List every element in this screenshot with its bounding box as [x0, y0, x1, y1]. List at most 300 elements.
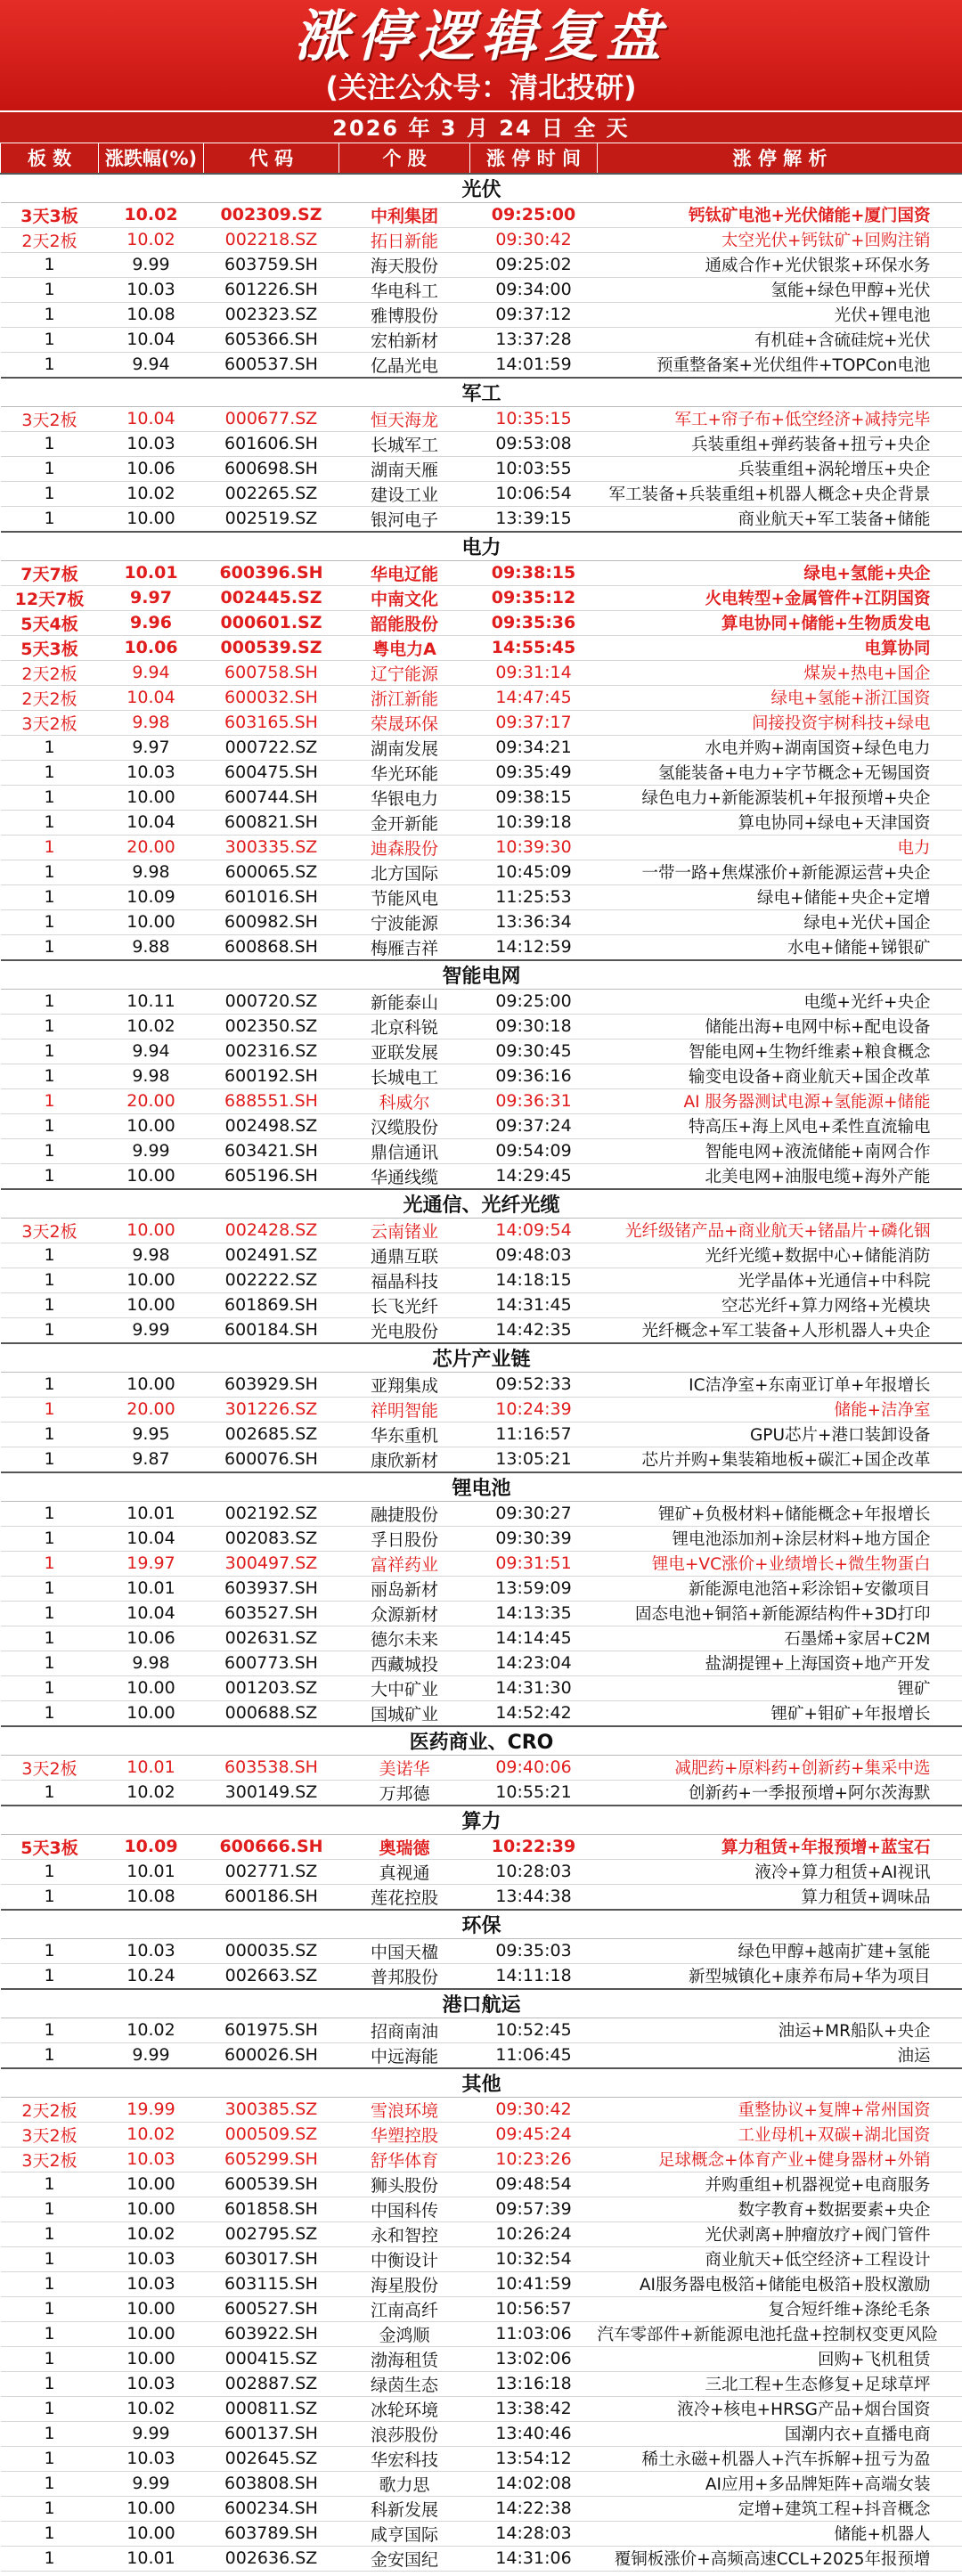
pct-change-cell: 10.01: [99, 560, 204, 585]
stock-code-cell: 600184.SH: [204, 1317, 339, 1343]
limit-time-cell: 09:30:39: [470, 1526, 598, 1551]
limit-time-cell: 14:31:45: [470, 1292, 598, 1317]
stock-code-cell: 002309.SZ: [204, 202, 339, 227]
limit-time-cell: 09:34:00: [470, 277, 598, 302]
stock-name-cell: 华电辽能: [339, 560, 470, 585]
table-row: [1, 2296, 962, 2321]
stock-name-cell: 众源新材: [339, 1601, 470, 1626]
pct-change-cell: 10.01: [99, 2546, 204, 2571]
stock-name-cell: 富祥药业: [339, 1551, 470, 1576]
limit-time-cell: 13:37:28: [470, 327, 598, 352]
board-count-cell: 1: [1, 810, 99, 835]
pct-change-cell: 10.00: [99, 2496, 204, 2521]
board-count-cell: 3天2板: [1, 1755, 99, 1780]
table-row: [1, 327, 962, 352]
reason-cell: GPU芯片+港口装卸设备: [598, 1422, 962, 1447]
limit-time-cell: 10:28:03: [470, 1859, 598, 1884]
limit-time-cell: 10:06:54: [470, 481, 598, 506]
pct-change-cell: 10.03: [99, 277, 204, 302]
pct-change-cell: 10.03: [99, 2446, 204, 2471]
stock-name-cell: 云南锗业: [339, 1218, 470, 1243]
reason-cell: 煤炭+热电+国企: [598, 660, 962, 685]
board-count-cell: 1: [1, 2246, 99, 2271]
section-header-row: [1, 532, 962, 561]
limit-time-cell: 10:45:09: [470, 860, 598, 884]
stock-code-cell: 600744.SH: [204, 785, 339, 810]
limit-time-cell: 09:40:06: [470, 1755, 598, 1780]
pct-change-cell: 10.00: [99, 1675, 204, 1700]
limit-time-cell: 09:30:42: [470, 227, 598, 252]
stock-code-cell: 601606.SH: [204, 431, 339, 456]
table-row: [1, 252, 962, 277]
table-row: [1, 1268, 962, 1292]
limit-time-cell: 09:37:17: [470, 710, 598, 735]
table-row: [1, 835, 962, 860]
section-title: 其他: [1, 2068, 962, 2098]
reason-cell: 绿电+氢能+央企: [598, 560, 962, 585]
stock-name-cell: 湖南天雁: [339, 456, 470, 481]
board-count-cell: 1: [1, 1422, 99, 1447]
board-count-cell: 1: [1, 2496, 99, 2521]
board-count-cell: 2天2板: [1, 685, 99, 710]
table-row: [1, 352, 962, 378]
section-header-row: [1, 1989, 962, 2018]
limit-time-cell: 14:52:42: [470, 1700, 598, 1726]
pct-change-cell: 10.00: [99, 1292, 204, 1317]
reason-cell: 商业航天+低空经济+工程设计: [598, 2246, 962, 2271]
stock-name-cell: 宁波能源: [339, 909, 470, 934]
section-header-row: [1, 2068, 962, 2098]
stock-code-cell: 603421.SH: [204, 1138, 339, 1163]
stock-code-cell: 600758.SH: [204, 660, 339, 685]
stock-code-cell: 600234.SH: [204, 2496, 339, 2521]
board-count-cell: 1: [1, 302, 99, 327]
table-row: [1, 481, 962, 506]
limit-time-cell: 09:36:16: [470, 1064, 598, 1088]
stock-code-cell: 002323.SZ: [204, 302, 339, 327]
board-count-cell: 1: [1, 835, 99, 860]
stock-name-cell: 西藏城投: [339, 1651, 470, 1675]
stock-code-cell: 600192.SH: [204, 1064, 339, 1088]
pct-change-cell: 10.02: [99, 2396, 204, 2421]
stock-name-cell: 歌力思: [339, 2471, 470, 2496]
pct-change-cell: 19.97: [99, 1551, 204, 1576]
board-count-cell: 1: [1, 785, 99, 810]
stock-name-cell: 雅博股份: [339, 302, 470, 327]
stock-name-cell: 辽宁能源: [339, 660, 470, 685]
pct-change-cell: 9.99: [99, 2421, 204, 2446]
limit-time-cell: 14:02:08: [470, 2471, 598, 2496]
stock-name-cell: 金安国纪: [339, 2546, 470, 2571]
limit-time-cell: 09:54:09: [470, 1138, 598, 1163]
reason-cell: 汽车零部件+新能源电池托盘+控制权变更风险: [598, 2321, 962, 2346]
pct-change-cell: 10.02: [99, 2018, 204, 2042]
stock-name-cell: 真视通: [339, 1859, 470, 1884]
board-count-cell: 1: [1, 909, 99, 934]
board-count-cell: 1: [1, 934, 99, 960]
limit-time-cell: 10:52:45: [470, 2018, 598, 2042]
board-count-cell: 1: [1, 1884, 99, 1910]
board-count-cell: 12天7板: [1, 585, 99, 610]
limit-time-cell: 10:23:26: [470, 2147, 598, 2172]
board-count-cell: 1: [1, 1780, 99, 1806]
table-row: [1, 302, 962, 327]
stock-name-cell: 梅雁吉祥: [339, 934, 470, 960]
stock-code-cell: 002083.SZ: [204, 1526, 339, 1551]
reason-cell: 覆铜板涨价+高频高速CCL+2025年报预增: [598, 2546, 962, 2571]
board-count-cell: 2天2板: [1, 227, 99, 252]
stock-name-cell: 华银电力: [339, 785, 470, 810]
board-count-cell: 1: [1, 1039, 99, 1064]
board-count-cell: 1: [1, 2271, 99, 2296]
pct-change-cell: 9.97: [99, 735, 204, 760]
board-count-cell: 1: [1, 1675, 99, 1700]
stock-name-cell: 拓日新能: [339, 227, 470, 252]
table-row: [1, 710, 962, 735]
section-title: 芯片产业链: [1, 1343, 962, 1373]
pct-change-cell: 10.01: [99, 1859, 204, 1884]
header-limit-time: 涨 停 时 间: [470, 143, 598, 174]
stock-code-cell: 002498.SZ: [204, 1113, 339, 1138]
reason-cell: 光学晶体+光通信+中科院: [598, 1268, 962, 1292]
board-count-cell: 1: [1, 1014, 99, 1039]
reason-cell: 芯片并购+集装箱地板+碳汇+国企改革: [598, 1447, 962, 1472]
stock-name-cell: 银河电子: [339, 506, 470, 532]
board-count-cell: 1: [1, 2471, 99, 2496]
stock-code-cell: 603527.SH: [204, 1601, 339, 1626]
stock-code-cell: 605299.SH: [204, 2147, 339, 2172]
limit-time-cell: 10:03:55: [470, 456, 598, 481]
stock-code-cell: 002428.SZ: [204, 1218, 339, 1243]
stock-name-cell: 北京科锐: [339, 1014, 470, 1039]
section-title: 智能电网: [1, 960, 962, 990]
limit-time-cell: 09:35:36: [470, 610, 598, 635]
board-count-cell: 1: [1, 2421, 99, 2446]
board-count-cell: 1: [1, 1963, 99, 1989]
limit-time-cell: 09:38:15: [470, 785, 598, 810]
section-title: 环保: [1, 1910, 962, 1939]
board-count-cell: 1: [1, 1551, 99, 1576]
stock-name-cell: 华光环能: [339, 760, 470, 785]
limit-time-cell: 14:31:06: [470, 2546, 598, 2571]
reason-cell: 锂矿+钼矿+年报增长: [598, 1700, 962, 1726]
stock-code-cell: 300497.SZ: [204, 1551, 339, 1576]
limit-time-cell: 13:36:34: [470, 909, 598, 934]
stock-name-cell: 金开新能: [339, 810, 470, 835]
table-row: [1, 1551, 962, 1576]
reason-cell: 火电转型+金属管件+江阴国资: [598, 585, 962, 610]
table-row: [1, 610, 962, 635]
pct-change-cell: 10.03: [99, 1938, 204, 1963]
board-count-cell: 1: [1, 1601, 99, 1626]
table-row: [1, 202, 962, 227]
table-row: [1, 2271, 962, 2296]
stock-code-cell: 300335.SZ: [204, 835, 339, 860]
board-count-cell: 1: [1, 2521, 99, 2546]
stock-code-cell: 600032.SH: [204, 685, 339, 710]
stock-name-cell: 节能风电: [339, 884, 470, 909]
stock-code-cell: 603808.SH: [204, 2471, 339, 2496]
limit-time-cell: 09:53:08: [470, 431, 598, 456]
section-title: 军工: [1, 378, 962, 407]
reason-cell: 储能+洁净室: [598, 1397, 962, 1422]
pct-change-cell: 10.04: [99, 406, 204, 431]
board-count-cell: 3天3板: [1, 202, 99, 227]
stock-name-cell: 狮头股份: [339, 2172, 470, 2197]
stock-name-cell: 祥明智能: [339, 1397, 470, 1422]
stock-name-cell: 韶能股份: [339, 610, 470, 635]
reason-cell: 油运: [598, 2042, 962, 2068]
board-count-cell: 1: [1, 2446, 99, 2471]
reason-cell: 数字教育+数据要素+央企: [598, 2197, 962, 2221]
reason-cell: 减肥药+原料药+创新药+集采中选: [598, 1755, 962, 1780]
stock-name-cell: 长城电工: [339, 1064, 470, 1088]
pct-change-cell: 10.01: [99, 1755, 204, 1780]
table-row: [1, 2042, 962, 2068]
board-count-cell: 1: [1, 1938, 99, 1963]
section-header-row: [1, 1726, 962, 1756]
stock-code-cell: 002771.SZ: [204, 1859, 339, 1884]
reason-cell: 绿色电力+新能源装机+年报预增+央企: [598, 785, 962, 810]
table-row: [1, 685, 962, 710]
table-row: [1, 1700, 962, 1726]
stock-name-cell: 中远海能: [339, 2042, 470, 2068]
pct-change-cell: 10.04: [99, 327, 204, 352]
stock-code-cell: 600475.SH: [204, 760, 339, 785]
reason-cell: 水电+储能+锑银矿: [598, 934, 962, 960]
stock-name-cell: 亚联发展: [339, 1039, 470, 1064]
table-row: [1, 1526, 962, 1551]
stock-name-cell: 湖南发展: [339, 735, 470, 760]
stock-code-cell: 603538.SH: [204, 1755, 339, 1780]
stock-code-cell: 603165.SH: [204, 710, 339, 735]
pct-change-cell: 10.24: [99, 1963, 204, 1989]
reason-cell: 水电并购+湖南国资+绿色电力: [598, 735, 962, 760]
board-count-cell: 1: [1, 1088, 99, 1113]
board-count-cell: 1: [1, 1317, 99, 1343]
pct-change-cell: 10.03: [99, 760, 204, 785]
stock-code-cell: 600065.SZ: [204, 860, 339, 884]
section-header-row: [1, 174, 962, 203]
table-row: [1, 2396, 962, 2421]
pct-change-cell: 10.00: [99, 2321, 204, 2346]
stock-name-cell: 金鸿顺: [339, 2321, 470, 2346]
section-title: 锂电池: [1, 1472, 962, 1502]
board-count-cell: 1: [1, 2321, 99, 2346]
stock-code-cell: 002631.SZ: [204, 1626, 339, 1651]
stock-name-cell: 海天股份: [339, 252, 470, 277]
table-row: [1, 1088, 962, 1113]
reason-cell: 储能+机器人: [598, 2521, 962, 2546]
limit-time-cell: 14:22:38: [470, 2496, 598, 2521]
limit-time-cell: 14:14:45: [470, 1626, 598, 1651]
table-row: [1, 1755, 962, 1780]
pct-change-cell: 10.00: [99, 2172, 204, 2197]
board-count-cell: 1: [1, 1138, 99, 1163]
pct-change-cell: 20.00: [99, 835, 204, 860]
reason-cell: 太空光伏+钙钛矿+回购注销: [598, 227, 962, 252]
board-count-cell: 1: [1, 1243, 99, 1268]
table-row: [1, 431, 962, 456]
stock-code-cell: 300149.SZ: [204, 1780, 339, 1806]
table-row: [1, 909, 962, 934]
board-count-cell: 7天7板: [1, 560, 99, 585]
stock-code-cell: 601869.SH: [204, 1292, 339, 1317]
table-row: [1, 277, 962, 302]
table-row: [1, 2471, 962, 2496]
stock-code-cell: 603017.SH: [204, 2246, 339, 2271]
page-subtitle: (关注公众号：清北投研): [325, 70, 637, 104]
stock-code-cell: 002645.SZ: [204, 2446, 339, 2471]
board-count-cell: 5天3板: [1, 1834, 99, 1859]
table-row: [1, 1218, 962, 1243]
stock-name-cell: 孚日股份: [339, 1526, 470, 1551]
limit-time-cell: 09:35:49: [470, 760, 598, 785]
limit-time-cell: 09:38:15: [470, 560, 598, 585]
reason-cell: 固态电池+铜箔+新能源结构件+3D打印: [598, 1601, 962, 1626]
board-count-cell: 3天2板: [1, 2147, 99, 2172]
stock-name-cell: 永和智控: [339, 2221, 470, 2246]
board-count-cell: 1: [1, 2221, 99, 2246]
board-count-cell: 1: [1, 1163, 99, 1189]
stock-name-cell: 中南文化: [339, 585, 470, 610]
table-row: [1, 2221, 962, 2246]
reason-cell: 一带一路+焦煤涨价+新能源运营+央企: [598, 860, 962, 884]
board-count-cell: 5天4板: [1, 610, 99, 635]
limit-time-cell: 09:35:03: [470, 1938, 598, 1963]
table-row: [1, 1675, 962, 1700]
pct-change-cell: 10.00: [99, 2346, 204, 2371]
reason-cell: 光纤级锗产品+商业航天+锗晶片+磷化铟: [598, 1218, 962, 1243]
board-count-cell: 1: [1, 1292, 99, 1317]
stock-name-cell: 大中矿业: [339, 1675, 470, 1700]
reason-cell: 回购+飞机租赁: [598, 2346, 962, 2371]
stock-code-cell: 600698.SH: [204, 456, 339, 481]
stock-name-cell: 光电股份: [339, 1317, 470, 1343]
table-row: [1, 1601, 962, 1626]
table-row: [1, 2018, 962, 2042]
stock-name-cell: 中利集团: [339, 202, 470, 227]
pct-change-cell: 9.98: [99, 1064, 204, 1088]
stock-name-cell: 宏柏新材: [339, 327, 470, 352]
pct-change-cell: 10.00: [99, 909, 204, 934]
stock-name-cell: 通鼎互联: [339, 1243, 470, 1268]
pct-change-cell: 9.94: [99, 1039, 204, 1064]
pct-change-cell: 10.00: [99, 785, 204, 810]
pct-change-cell: 10.02: [99, 227, 204, 252]
stock-code-cell: 603929.SH: [204, 1372, 339, 1397]
table-row: [1, 2496, 962, 2521]
stock-name-cell: 北方国际: [339, 860, 470, 884]
stock-code-cell: 000539.SZ: [204, 635, 339, 660]
stock-name-cell: 美诺华: [339, 1755, 470, 1780]
stock-code-cell: 000677.SZ: [204, 406, 339, 431]
reason-cell: 液冷+算力租赁+AI视讯: [598, 1859, 962, 1884]
page-title: 涨停逻辑复盘: [293, 4, 668, 69]
reason-cell: AI应用+多品牌矩阵+高端女装: [598, 2471, 962, 2496]
stock-code-cell: 002265.SZ: [204, 481, 339, 506]
header-pct-change: 涨跌幅(%): [99, 143, 204, 174]
reason-cell: 新型城镇化+康养布局+华为项目: [598, 1963, 962, 1989]
table-row: [1, 506, 962, 532]
limit-time-cell: 13:44:38: [470, 1884, 598, 1910]
stock-code-cell: 002350.SZ: [204, 1014, 339, 1039]
stock-code-cell: 600537.SH: [204, 352, 339, 378]
table-body: [1, 174, 962, 2572]
board-count-cell: 1: [1, 1626, 99, 1651]
reason-cell: 预重整备案+光伏组件+TOPCon电池: [598, 352, 962, 378]
table-row: [1, 860, 962, 884]
table-row: [1, 2446, 962, 2471]
stock-name-cell: 亚翔集成: [339, 1372, 470, 1397]
reason-cell: 工业母机+双碳+湖北国资: [598, 2122, 962, 2147]
stock-name-cell: 科新发展: [339, 2496, 470, 2521]
table-row: [1, 1113, 962, 1138]
limit-time-cell: 10:39:18: [470, 810, 598, 835]
stock-name-cell: 亿晶光电: [339, 352, 470, 378]
stock-name-cell: 华东重机: [339, 1422, 470, 1447]
stock-code-cell: 002685.SZ: [204, 1422, 339, 1447]
pct-change-cell: 10.04: [99, 685, 204, 710]
limit-time-cell: 11:25:53: [470, 884, 598, 909]
reason-cell: 智能电网+生物纤维素+粮食概念: [598, 1039, 962, 1064]
table-row: [1, 2122, 962, 2147]
stock-code-cell: 301226.SZ: [204, 1397, 339, 1422]
board-count-cell: 1: [1, 252, 99, 277]
pct-change-cell: 10.02: [99, 481, 204, 506]
table-row: [1, 1422, 962, 1447]
stock-name-cell: 德尔未来: [339, 1626, 470, 1651]
stock-name-cell: 福晶科技: [339, 1268, 470, 1292]
reason-cell: 三北工程+生态修复+足球草坪: [598, 2371, 962, 2396]
limit-time-cell: 11:06:45: [470, 2042, 598, 2068]
limit-time-cell: 14:01:59: [470, 352, 598, 378]
stock-code-cell: 603789.SH: [204, 2521, 339, 2546]
stock-code-cell: 002218.SZ: [204, 227, 339, 252]
limit-time-cell: 09:35:12: [470, 585, 598, 610]
stock-code-cell: 600666.SH: [204, 1834, 339, 1859]
limit-time-cell: 10:41:59: [470, 2271, 598, 2296]
section-title: 算力: [1, 1806, 962, 1835]
stock-code-cell: 600539.SH: [204, 2172, 339, 2197]
table-row: [1, 1938, 962, 1963]
stock-code-cell: 002636.SZ: [204, 2546, 339, 2571]
stock-name-cell: 普邦股份: [339, 1963, 470, 1989]
stock-code-cell: 600186.SH: [204, 1884, 339, 1910]
stock-code-cell: 002222.SZ: [204, 1268, 339, 1292]
board-count-cell: 1: [1, 1268, 99, 1292]
stock-name-cell: 迪森股份: [339, 835, 470, 860]
limit-time-cell: 11:16:57: [470, 1422, 598, 1447]
limit-time-cell: 13:16:18: [470, 2371, 598, 2396]
table-row: [1, 2521, 962, 2546]
table-row: [1, 2321, 962, 2346]
stock-name-cell: 奥瑞德: [339, 1834, 470, 1859]
stock-code-cell: 605196.SH: [204, 1163, 339, 1189]
reason-cell: 复合短纤维+涤纶毛条: [598, 2296, 962, 2321]
reason-cell: 兵装重组+涡轮增压+央企: [598, 456, 962, 481]
stock-code-cell: 002795.SZ: [204, 2221, 339, 2246]
board-count-cell: 1: [1, 1397, 99, 1422]
limit-time-cell: 13:59:09: [470, 1576, 598, 1601]
table-row: [1, 585, 962, 610]
pct-change-cell: 9.95: [99, 1422, 204, 1447]
reason-cell: 光纤概念+军工装备+人形机器人+央企: [598, 1317, 962, 1343]
pct-change-cell: 10.00: [99, 1372, 204, 1397]
stock-code-cell: 300385.SZ: [204, 2097, 339, 2122]
table-row: [1, 2346, 962, 2371]
stock-code-cell: 000415.SZ: [204, 2346, 339, 2371]
